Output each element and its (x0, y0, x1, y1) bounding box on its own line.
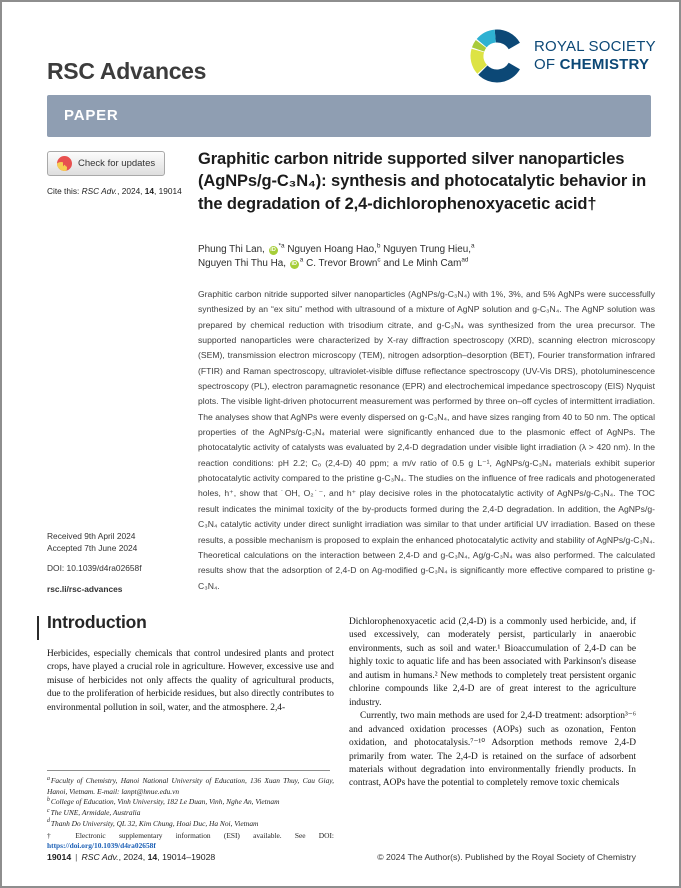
accepted-date: Accepted 7th June 2024 (47, 542, 138, 553)
cite-volume: 14 (144, 186, 155, 196)
footer-separator: | (75, 852, 78, 862)
cite-journal: RSC Adv. (81, 186, 118, 196)
citation-line (47, 186, 182, 196)
intro-paragraph-left: Herbicides, especially chemicals that control undesired plants and protect crops, have played a crucial role in agriculture. However, excessive use and misuse of herbicides not only affects the quality of agricultural products, due to the proliferation of herbicide residues, but also directly contributes to environmental pollution in soil, water, and the atmosphere. 2,4- (47, 649, 334, 713)
affiliation-footnotes (47, 776, 334, 830)
esi-note: † Electronic supplementary information (ESI) available. See DOI: (47, 830, 334, 840)
author-affiliation-sup: a (470, 242, 475, 250)
rsc-c-mark-icon (468, 27, 526, 85)
esi-doi-link[interactable]: https://doi.org/10.1039/d4ra02658f (47, 841, 156, 851)
author-affiliation-sup: b (376, 242, 381, 250)
logo-line1: ROYAL SOCIETY (534, 37, 656, 55)
intro-paragraph-right-2: Currently, two main methods are used for 2,4-D treatment: adsorption³⁻⁶ and advanced oxidation processes (AOPs) such as ozonation, Fenton oxidation, and photocatalysis.⁷⁻¹⁰ Adsorption methods remove 2,4-D primarily from water. The 2,4-D is retained on the surface of adsorbent materials without degradation into environmentally friendly products. In contrast, AOPs have the potential to completely remove toxic chemicals (349, 711, 636, 789)
affiliation-footnote: $^b$College of Education, Vinh University, 182 Le Duan, Vinh, Nghe An, Vietnam (47, 796, 280, 807)
orcid-icon[interactable]: iD (291, 260, 298, 267)
orcid-icon[interactable]: iD (270, 247, 276, 253)
publication-dates (47, 531, 197, 595)
author-line-2: Nguyen Thi Thu Ha, $iD^a$ C. Trevor Brown$^c$ and Le Minh Cam$^{ad}$ (198, 256, 469, 269)
crossmark-icon (57, 156, 72, 171)
logo-of: OF (534, 56, 560, 73)
author-affiliation-sup: a (299, 256, 304, 264)
footer-volume: 14 (147, 852, 158, 862)
affiliation-footnote: $^c$The UNE, Armidale, Australia (47, 807, 141, 818)
footer-page-number: 19014 (47, 852, 72, 862)
logo-line2 (534, 56, 656, 75)
author-line-1: Phung Thi Lan, $iD^{*a}$ Nguyen Hoang Hao,$^b$ Nguyen Trung Hieu,$^a$ (198, 242, 475, 255)
footer-copyright: © 2024 The Author(s). Published by the Royal Society of Chemistry (377, 852, 636, 862)
section-heading-introduction: Introduction (47, 612, 147, 632)
footer-citation (47, 852, 215, 862)
paper-type-banner (47, 95, 651, 137)
rsc-logo-text (534, 38, 656, 75)
logo-chemistry: CHEMISTRY (559, 56, 650, 73)
cite-prefix: Cite this: (47, 186, 82, 196)
rsc-logo (468, 27, 656, 85)
abstract-text: Graphitic carbon nitride supported silver nanoparticles (AgNPs/g-C₃N₄) with 1%, 3%, and 5% AgNPs were successfully synthesized by an “ex situ” method with ultrasound of a mixture of AgNP solution and g-C₃N₄. The AgNP solution was prepared by chemical reduction with trisodium citrate, and g-C₃N₄ was synthesized from the urea precursor. The supported nanoparticles were characterized by X-ray diffraction spectroscopy (XRD), scanning electron microscopy (SEM), transmission electron microscopy (TEM), nitrogen adsorption–desorption (BET), Fourier transformation infrared (FTIR) and Raman spectroscopy, ultraviolet-visible diffuse reflectance spectroscopy (UV-Vis DRS), photoluminescence spectroscopy (PL), electron paramagnetic resonance (EPR) and electrochemical impedance spectroscopy (EIS) Nyquist plots. The visible light-driven photocurrent measurement was performed by three on–off cycles of intermittent irradiation. The analyses show that AgNPs were evenly dispersed on g-C₃N₄, and have sizes ranging from 40 to 50 nm. The optical properties of the AgNPs/g-C₃N₄ material were significantly enhanced due to the plasmonic effect of AgNPs. The photocatalytic activity of catalysts was evaluated by 2,4-D degradation under visible light irradiation (λ > 420 nm). In the reaction conditions: pH 2.2; Cₒ (2,4-D) 40 ppm; a m/v ratio of 0.5 g L⁻¹, AgNPs/g-C₃N₄ materials exhibit superior photocatalytic activity compared to the pristine g-C₃N₄. The studies on the influence of free radicals and photogenerated holes, h⁺, show that ˙OH, O₂˙⁻, and h⁺ play decisive roles in the photocatalytic activity of AgNPs/g-C₃N₄. The TOC result indicates the minimal toxicity of the by-products formed during the 2,4-D degradation. In addition, the AgNPs/g-C₃N₄ catalytic activity under direct sunlight irradiation was similar to that under artificial UV irradiation. Based on these results, a possible mechanism is proposed to explain the enhanced photocatalytic activity and stability of AgNPs/g-C₃N₄. Theoretical calculations on the interaction between 2,4-D and g-C₃N₄, Ag/g-C₃N₄ was also performed. The calculated results show that the adsorption of 2,4-D on Ag-modified g-C₃N₄ is significantly more effective compared to pristine g-C₃N₄. (198, 289, 655, 591)
author-affiliation-sup: c (377, 256, 381, 264)
footnote-rule (47, 770, 330, 771)
affiliation-footnote: $^a$Faculty of Chemistry, Hanoi National University of Education, 136 Xuan Thuy, Cau Giay, Hanoi, Vietnam. E-mail: lanpt@hnue.edu.vn (47, 775, 334, 796)
paper-type-label: PAPER (64, 107, 119, 124)
footer-year: , 2024, (118, 852, 148, 862)
footer-page-range: , 19014–19028 (157, 852, 216, 862)
received-date: Received 9th April 2024 (47, 531, 136, 541)
intro-left-column (47, 648, 334, 715)
journal-url-link[interactable]: rsc.li/rsc-advances (47, 583, 123, 594)
cite-year: , 2024, (117, 186, 145, 196)
author-affiliation-sup: *a (278, 242, 285, 250)
esi-footnote (47, 831, 334, 852)
affiliation-footnote: $^d$Thanh Do University, QL 32, Kim Chung, Hoai Duc, Ha Noi, Vietnam (47, 818, 259, 828)
intro-right-column (349, 616, 636, 791)
margin-mark (37, 616, 39, 640)
footnotes-block (47, 770, 334, 852)
article-title: Graphitic carbon nitride supported silver nanoparticles (AgNPs/g-C₃N₄): synthesis and photocatalytic behavior in the degradation of 2,4-dichlorophenoxyacetic acid† (198, 150, 647, 213)
author-affiliation-sup: ad (461, 256, 469, 264)
journal-name: RSC Advances (47, 58, 207, 84)
check-updates-label: Check for updates (78, 158, 156, 169)
doi: DOI: 10.1039/d4ra02658f (47, 563, 142, 573)
footer-journal: RSC Adv. (81, 852, 119, 862)
intro-paragraph-right-1: Dichlorophenoxyacetic acid (2,4-D) is a commonly used herbicide, and, if used excessively, can moderately persist, particularly in anaerobic environments, such as soil and water.¹ Bioaccumulation of 2,4-D can be highly toxic to aquatic life and has been associated with Parkinson's disease and autism in humans.² New methods to completely treat persistent organic chlorine compounds like 2,4-D are of great interest to the agriculture industry. (349, 617, 636, 708)
author-list (198, 243, 638, 270)
check-for-updates-button[interactable] (47, 151, 165, 176)
cite-page: , 19014 (154, 186, 182, 196)
